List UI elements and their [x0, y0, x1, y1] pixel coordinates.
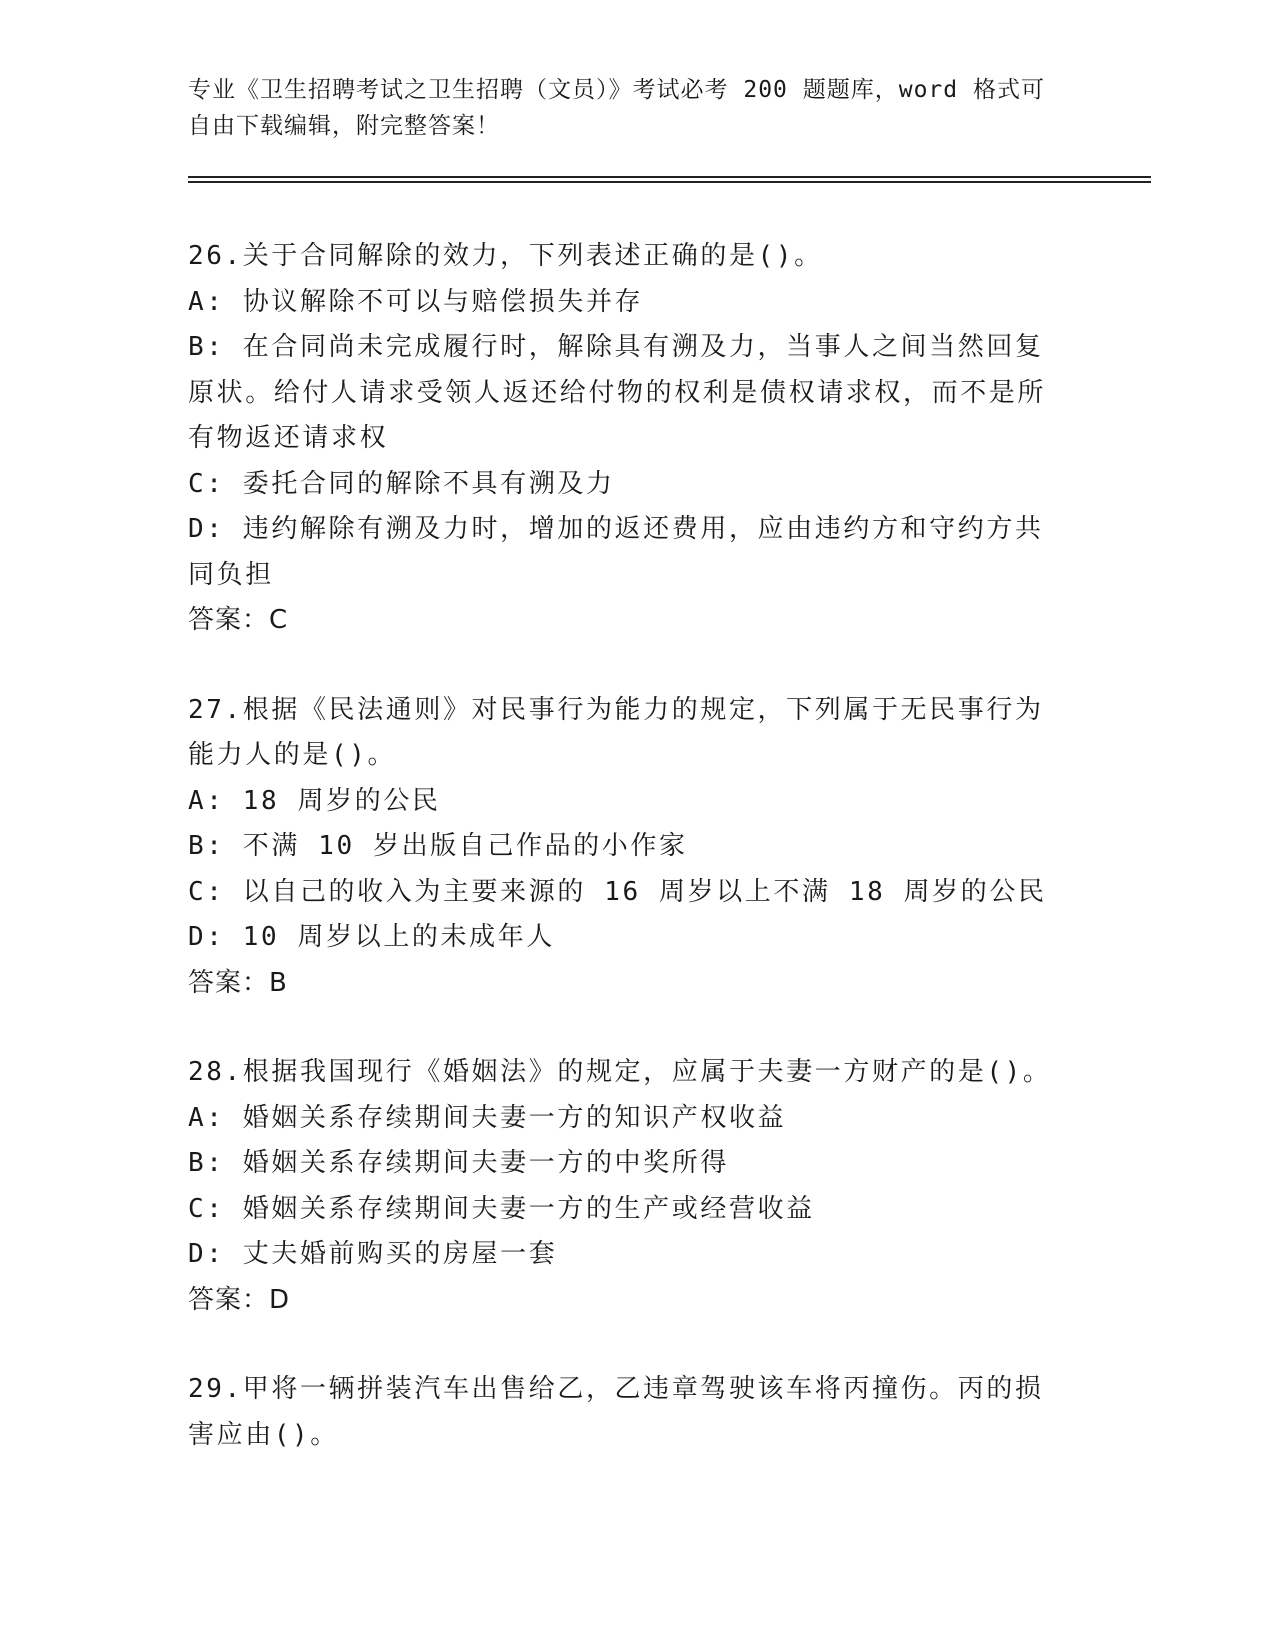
option-a: A: 婚姻关系存续期间夫妻一方的知识产权收益: [188, 1102, 787, 1133]
answer-line: 答案：C: [188, 605, 289, 635]
answer-line: 答案：D: [188, 1284, 291, 1315]
question-29: [188, 1367, 1068, 1458]
document-header: 专业《卫生招聘考试之卫生招聘（文员）》考试必考 200 题题库，word 格式可自由下载编辑，附完整答案！: [188, 77, 1045, 139]
option-d: D: 丈夫婚前购买的房屋一套: [188, 1239, 558, 1269]
question-stem: 28.根据我国现行《婚姻法》的规定，应属于夫妻一方财产的是()。: [188, 1057, 1052, 1087]
option-d: D: 10 周岁以上的未成年人: [188, 922, 555, 952]
question-28: [188, 1050, 1068, 1323]
option-d: D: 违约解除有溯及力时，增加的返还费用，应由违约方和守约方共同负担: [188, 514, 1044, 590]
question-27: [188, 688, 1068, 1007]
header-divider-bottom: [188, 181, 1151, 183]
option-a: A: 18 周岁的公民: [188, 785, 441, 816]
answer-line: 答案：B: [188, 967, 288, 998]
question-list: [188, 234, 1068, 1502]
option-b: B: 在合同尚未完成履行时，解除具有溯及力，当事人之间当然回复原状。给付人请求受领人返还给付物的权利是债权请求权，而不是所有物返还请求权: [188, 332, 1047, 453]
question-stem: 27.根据《民法通则》对民事行为能力的规定，下列属于无民事行为能力人的是()。: [188, 694, 1044, 770]
question-stem: 26.关于合同解除的效力，下列表述正确的是()。: [188, 241, 823, 271]
header-divider-top: [188, 176, 1151, 178]
option-a: A: 协议解除不可以与赔偿损失并存: [188, 286, 644, 317]
option-b: B: 不满 10 岁出版自己作品的小作家: [188, 831, 688, 861]
question-26: [188, 234, 1068, 644]
option-b: B: 婚姻关系存续期间夫妻一方的中奖所得: [188, 1148, 729, 1178]
option-c: C: 婚姻关系存续期间夫妻一方的生产或经营收益: [188, 1193, 815, 1224]
question-stem: 29.甲将一辆拼装汽车出售给乙，乙违章驾驶该车将丙撞伤。丙的损害应由()。: [188, 1374, 1044, 1450]
option-c: C: 委托合同的解除不具有溯及力: [188, 468, 615, 499]
option-c: C: 以自己的收入为主要来源的 16 周岁以上不满 18 周岁的公民: [188, 876, 1047, 907]
